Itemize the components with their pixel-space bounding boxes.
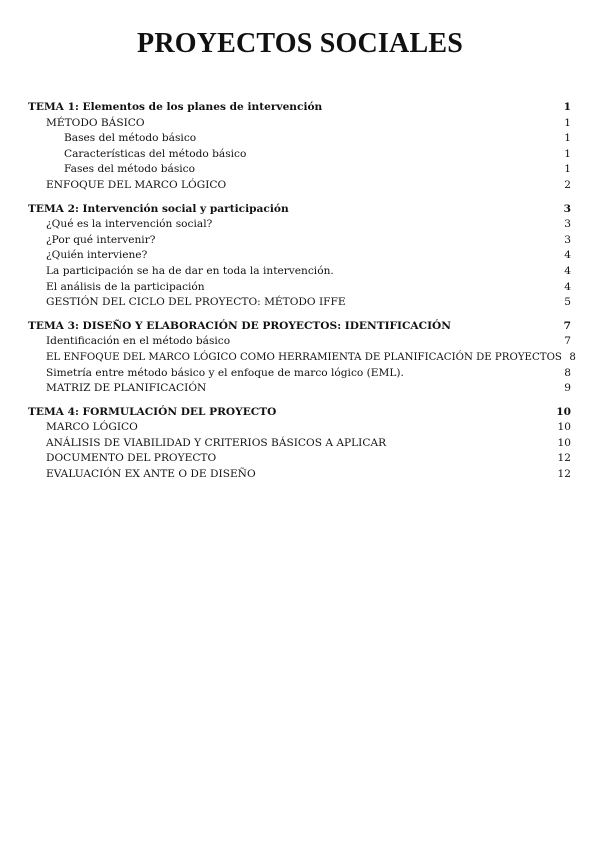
toc-entry[interactable]: [28, 295, 571, 311]
toc-entry[interactable]: [28, 233, 571, 249]
toc-page-number: 12: [557, 452, 571, 465]
toc-page-number: 8: [564, 366, 571, 379]
toc-page-number: 3: [563, 202, 571, 215]
toc-entry-text: ¿Por qué intervenir?: [46, 233, 156, 246]
toc-entry-text: Fases del método básico: [64, 163, 195, 176]
toc-page-number: 10: [556, 405, 571, 418]
toc-page-number: 7: [564, 335, 571, 348]
toc-page-number: 5: [564, 296, 571, 309]
toc-entry[interactable]: [28, 217, 571, 233]
toc-page-number: 4: [564, 264, 571, 277]
toc-heading-text: TEMA 3: DISEÑO Y ELABORACIÓN DE PROYECTOS: IDENTIFICACIÓN: [28, 319, 451, 332]
toc-entry[interactable]: [28, 280, 571, 296]
toc-page-number: 1: [564, 163, 571, 176]
toc-section: [28, 405, 571, 483]
toc-entry-text: EL ENFOQUE DEL MARCO LÓGICO COMO HERRAMIENTA DE PLANIFICACIÓN DE PROYECTOS: [46, 351, 562, 363]
toc-page-number: 1: [563, 101, 571, 113]
toc-entry-text: Bases del método básico: [64, 132, 197, 145]
toc-section: [28, 100, 571, 194]
toc-page-number: 7: [563, 319, 571, 332]
toc-page-number: 1: [564, 132, 571, 145]
toc-heading[interactable]: [28, 319, 571, 335]
toc-page-number: 8: [569, 351, 576, 363]
toc-entry[interactable]: [28, 248, 571, 264]
toc-page-number: 1: [564, 116, 571, 129]
toc-entry[interactable]: [28, 116, 571, 132]
toc-entry-text: ¿Quién interviene?: [46, 249, 148, 262]
toc-entry-text: DOCUMENTO DEL PROYECTO: [46, 452, 217, 465]
toc-entry[interactable]: [28, 366, 571, 382]
toc-heading-text: TEMA 2: Intervención social y participación: [28, 202, 289, 215]
toc-entry[interactable]: [28, 162, 571, 178]
toc-page-number: 1: [564, 147, 571, 160]
toc-entry[interactable]: [28, 436, 571, 452]
toc-entry-text: Identificación en el método básico: [46, 335, 231, 348]
toc-entry-text: El análisis de la participación: [46, 280, 205, 293]
toc-entry[interactable]: [28, 131, 571, 147]
toc-entry[interactable]: [28, 467, 571, 483]
toc-page-number: 2: [564, 178, 571, 191]
toc-entry[interactable]: [28, 178, 571, 194]
toc-entry-text: MARCO LÓGICO: [46, 421, 138, 434]
toc-entry[interactable]: [28, 350, 576, 366]
toc-heading[interactable]: [28, 202, 571, 218]
toc-entry-text: Simetría entre método básico y el enfoque de marco lógico (EML).: [46, 366, 404, 379]
toc-entry-text: EVALUACIÓN EX ANTE O DE DISEÑO: [46, 468, 256, 481]
table-of-contents: [28, 100, 576, 491]
toc-page-number: 4: [564, 249, 571, 262]
toc-entry-text: MÉTODO BÁSICO: [46, 116, 145, 129]
toc-entry-text: ¿Qué es la intervención social?: [46, 218, 213, 231]
toc-page-number: 12: [557, 468, 571, 481]
toc-section: [28, 202, 571, 311]
toc-heading[interactable]: [28, 100, 571, 116]
toc-page-number: 9: [564, 382, 571, 395]
toc-section: [28, 319, 576, 397]
toc-entry-text: GESTIÓN DEL CICLO DEL PROYECTO: MÉTODO IFFE: [46, 296, 346, 309]
toc-entry-text: MATRIZ DE PLANIFICACIÓN: [46, 382, 207, 395]
document-title: PROYECTOS SOCIALES: [137, 28, 463, 59]
toc-entry-text: ANÁLISIS DE VIABILIDAD Y CRITERIOS BÁSICOS A APLICAR: [46, 436, 387, 449]
toc-entry-text: La participación se ha de dar en toda la intervención.: [46, 264, 334, 277]
toc-entry[interactable]: [28, 334, 571, 350]
toc-entry[interactable]: [28, 264, 571, 280]
toc-entry[interactable]: [28, 381, 571, 397]
toc-heading-text: TEMA 4: FORMULACIÓN DEL PROYECTO: [28, 405, 277, 418]
toc-heading-text: TEMA 1: Elementos de los planes de intervención: [28, 101, 323, 113]
toc-page-number: 10: [557, 421, 571, 434]
toc-entry[interactable]: [28, 451, 571, 467]
toc-page-number: 4: [564, 280, 571, 293]
toc-entry[interactable]: [28, 420, 571, 436]
toc-entry[interactable]: [28, 147, 571, 163]
toc-heading[interactable]: [28, 405, 571, 421]
toc-page-number: 3: [564, 218, 571, 231]
toc-entry-text: Características del método básico: [64, 147, 247, 160]
toc-entry-text: ENFOQUE DEL MARCO LÓGICO: [46, 178, 227, 191]
toc-page-number: 10: [557, 436, 571, 449]
toc-page-number: 3: [564, 233, 571, 246]
